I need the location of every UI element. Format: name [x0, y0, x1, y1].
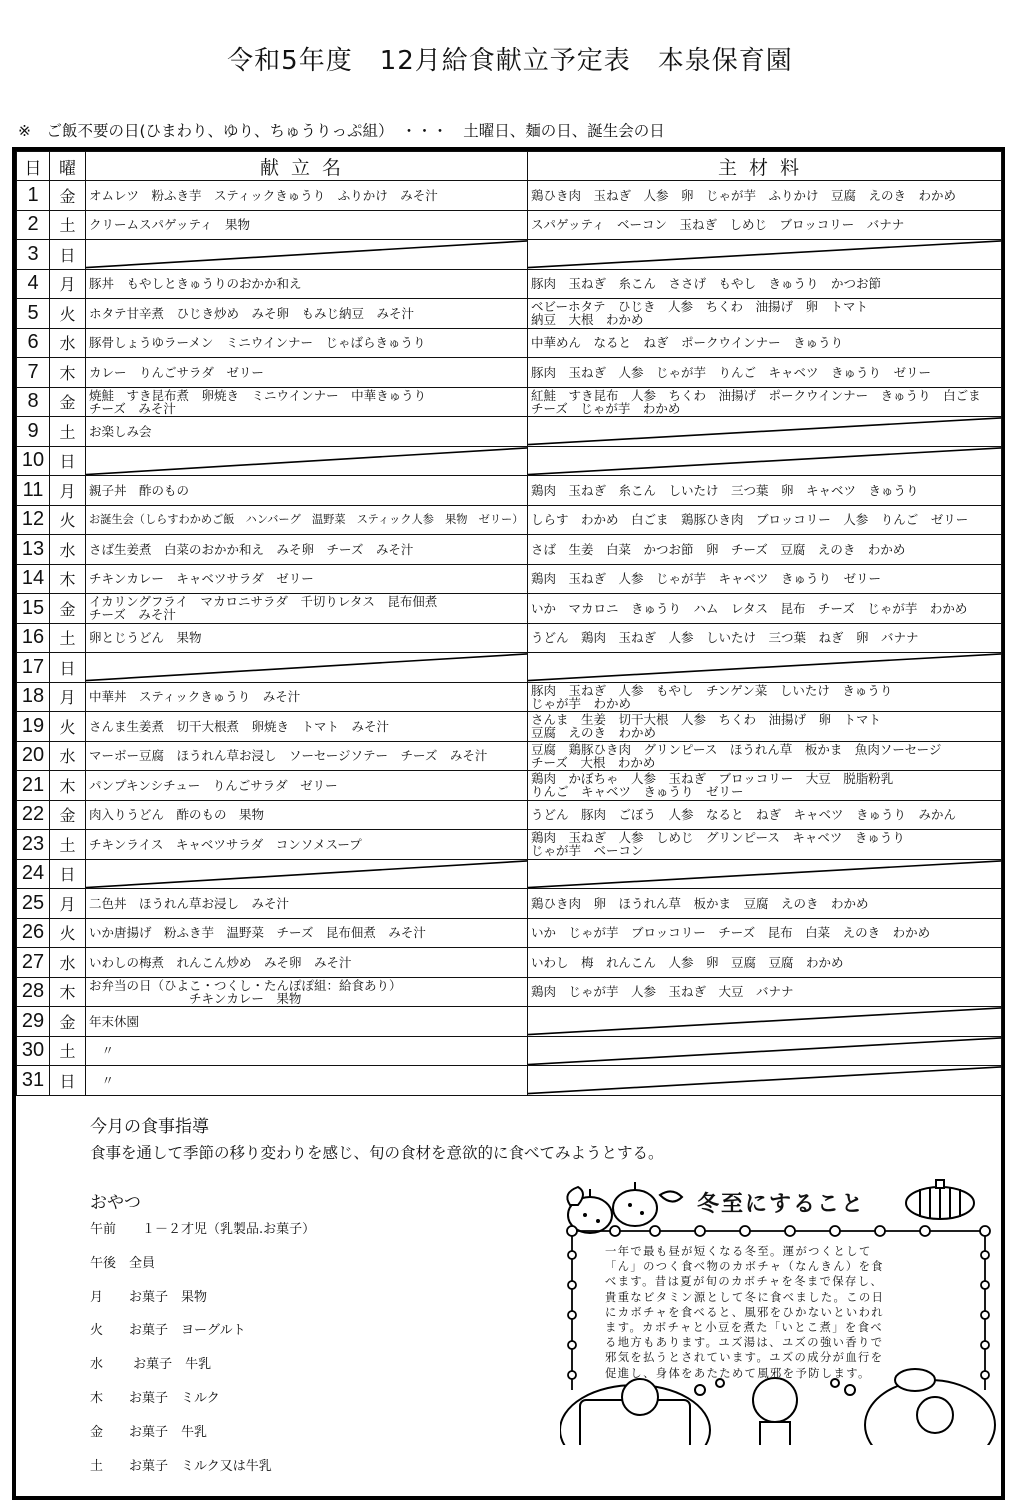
menu-row: [17, 240, 1002, 270]
menu-name: [86, 240, 528, 270]
menu-row: [17, 889, 1002, 919]
day-number: 8: [17, 387, 50, 417]
menu-name: お弁当の日（ひよこ・つくし・たんぽぽ組：給食あり） チキンカレー 果物: [86, 977, 528, 1007]
weekday: 土: [50, 830, 86, 860]
weekday: 日: [50, 1066, 86, 1096]
toji-text-line: べます。昔は夏が旬のカボチャを冬まで保存し、: [605, 1275, 884, 1289]
day-number: 12: [17, 505, 50, 535]
snack-row: 午後 全員: [90, 1255, 156, 1271]
menu-row: [17, 948, 1002, 978]
weekday: 火: [50, 299, 86, 329]
menu-table: [16, 151, 1002, 1096]
menu-row: [17, 210, 1002, 240]
blank-slash: [528, 1066, 1001, 1095]
menu-name: 二色丼 ほうれん草お浸し みそ汁: [86, 889, 528, 919]
day-number: 10: [17, 446, 50, 476]
blank-slash: [528, 417, 1001, 446]
ingredients: [528, 446, 1002, 476]
toji-text: [605, 1244, 961, 1381]
day-number: 25: [17, 889, 50, 919]
weekday: 水: [50, 535, 86, 565]
weekday: 日: [50, 653, 86, 683]
menu-row: [17, 535, 1002, 565]
guidance-text: 食事を通して季節の移り変わりを感じ、旬の食材を意欲的に食べてみようとする。: [90, 1144, 664, 1162]
page-title: 令和5年度 12月給食献立予定表 本泉保育園: [227, 46, 793, 76]
ingredients: スパゲッティ ベーコン 玉ねぎ しめじ ブロッコリー バナナ: [528, 210, 1002, 240]
ingredients: 鶏肉 じゃが芋 人参 玉ねぎ 大豆 バナナ: [528, 977, 1002, 1007]
menu-name: [86, 446, 528, 476]
menu-name: 豚丼 もやしときゅうりのおかか和え: [86, 269, 528, 299]
weekday: 金: [50, 594, 86, 624]
menu-name: お誕生会（しらすわかめご飯 ハンバーグ 温野菜 スティック人参 果物 ゼリー）: [86, 505, 528, 535]
ingredients: [528, 1036, 1002, 1066]
day-number: 23: [17, 830, 50, 860]
toji-title: 冬至にすること: [697, 1192, 866, 1217]
menu-table-body: [17, 181, 1002, 1096]
menu-row: [17, 682, 1002, 712]
snack-row: 水 お菓子 牛乳: [90, 1357, 212, 1373]
day-number: 15: [17, 594, 50, 624]
day-number: 18: [17, 682, 50, 712]
ingredients: [528, 1066, 1002, 1096]
blank-slash: [528, 1007, 1001, 1036]
ingredients: 鶏ひき肉 玉ねぎ 人参 卵 じゃが芋 ふりかけ 豆腐 えのき わかめ: [528, 181, 1002, 211]
menu-row: [17, 387, 1002, 417]
menu-row: [17, 623, 1002, 653]
ingredients: いか マカロニ きゅうり ハム レタス 昆布 チーズ じゃが芋 わかめ: [528, 594, 1002, 624]
weekday: 土: [50, 210, 86, 240]
day-number: 16: [17, 623, 50, 653]
snack-row: 土 お菓子 ミルク又は牛乳: [90, 1458, 272, 1474]
weekday: 水: [50, 741, 86, 771]
menu-row: [17, 269, 1002, 299]
toji-text-line: 貴重なビタミン源として冬に食べました。この日: [605, 1290, 885, 1304]
day-number: 5: [17, 299, 50, 329]
day-number: 2: [17, 210, 50, 240]
weekday: 月: [50, 476, 86, 506]
blank-slash: [528, 860, 1001, 889]
menu-name: いか唐揚げ 粉ふき芋 温野菜 チーズ 昆布佃煮 みそ汁: [86, 918, 528, 948]
ingredients: [528, 1007, 1002, 1037]
ingredients: 中華めん なると ねぎ ポークウインナー きゅうり: [528, 328, 1002, 358]
ingredients: 鶏肉 玉ねぎ 人参 じゃが芋 キャベツ きゅうり ゼリー: [528, 564, 1002, 594]
menu-name: カレー りんごサラダ ゼリー: [86, 358, 528, 388]
weekday: 火: [50, 918, 86, 948]
menu-name: パンプキンシチュー りんごサラダ ゼリー: [86, 771, 528, 801]
blank-slash: [528, 653, 1001, 682]
menu-name: ホタテ甘辛煮 ひじき炒め みそ卵 もみじ納豆 みそ汁: [86, 299, 528, 329]
menu-row: [17, 564, 1002, 594]
weekday: 金: [50, 800, 86, 830]
ingredients: 紅鮭 すき昆布 人参 ちくわ 油揚げ ポークウインナー きゅうり 白ごま チーズ じゃが芋 わかめ: [528, 387, 1002, 417]
blank-slash: [528, 240, 1001, 269]
weekday: 木: [50, 771, 86, 801]
menu-row: [17, 358, 1002, 388]
menu-name: お楽しみ会: [86, 417, 528, 447]
snack-row: 木 お菓子 ミルク: [90, 1391, 220, 1406]
ingredients: 豚肉 玉ねぎ 人参 もやし チンゲン菜 しいたけ きゅうり じゃが芋 わかめ: [528, 682, 1002, 712]
menu-row: [17, 771, 1002, 801]
menu-name: [86, 653, 528, 683]
weekday: 月: [50, 889, 86, 919]
weekday: 月: [50, 682, 86, 712]
menu-row: [17, 1007, 1002, 1037]
ingredients: [528, 859, 1002, 889]
day-number: 11: [17, 476, 50, 506]
toji-text-line: 一年で最も昼が短くなる冬至。運がつくとして: [605, 1245, 872, 1258]
day-number: 9: [17, 417, 50, 447]
day-number: 21: [17, 771, 50, 801]
day-number: 31: [17, 1066, 50, 1096]
ingredients: さんま 生姜 切干大根 人参 ちくわ 油揚げ 卵 トマト 豆腐 えのき わかめ: [528, 712, 1002, 742]
ingredients: 鶏肉 玉ねぎ 人参 しめじ グリンピース キャベツ きゅうり じゃが芋 ベーコン: [528, 830, 1002, 860]
weekday: 金: [50, 387, 86, 417]
weekday: 日: [50, 446, 86, 476]
menu-row: [17, 594, 1002, 624]
yuzu-icon: [567, 1182, 682, 1233]
weekday: 火: [50, 712, 86, 742]
snack-row: 金 お菓子 牛乳: [90, 1424, 208, 1440]
weekday: 木: [50, 977, 86, 1007]
ingredients: うどん 豚肉 ごぼう 人参 なると ねぎ キャベツ きゅうり みかん: [528, 800, 1002, 830]
day-number: 20: [17, 741, 50, 771]
menu-name: チキンカレー キャベツサラダ ゼリー: [86, 564, 528, 594]
header-menu: 献立名: [86, 152, 528, 181]
blank-slash: [528, 1037, 1001, 1066]
rice-not-needed-note: ※ ご飯不要の日(ひまわり、ゆり、ちゅうりっぷ組） ・・・ 土曜日、麺の日、誕生会の日: [18, 122, 665, 140]
weekday: 日: [50, 859, 86, 889]
menu-row: [17, 181, 1002, 211]
menu-row: [17, 505, 1002, 535]
blank-slash: [86, 653, 527, 682]
menu-name: さば生姜煮 白菜のおかか和え みそ卵 チーズ みそ汁: [86, 535, 528, 565]
day-number: 7: [17, 358, 50, 388]
ingredients: いわし 梅 れんこん 人参 卵 豆腐 豆腐 わかめ: [528, 948, 1002, 978]
menu-name: 年末休園: [86, 1007, 528, 1037]
menu-name: チキンライス キャベツサラダ コンソメスープ: [86, 830, 528, 860]
menu-name: [86, 859, 528, 889]
menu-row: [17, 800, 1002, 830]
weekday: 月: [50, 269, 86, 299]
snack-row: 午前 １－２才児（乳製品.お菓子）: [90, 1222, 316, 1237]
day-number: 3: [17, 240, 50, 270]
toji-text-line: 邪気を払うとされています。ユズの成分が血行を: [605, 1351, 884, 1365]
day-number: 6: [17, 328, 50, 358]
weekday: 火: [50, 505, 86, 535]
ingredients: 豚肉 玉ねぎ 人参 じゃが芋 りんご キャベツ きゅうり ゼリー: [528, 358, 1002, 388]
menu-name: 〃: [86, 1066, 528, 1096]
menu-name: マーボー豆腐 ほうれん草お浸し ソーセージソテー チーズ みそ汁: [86, 741, 528, 771]
day-number: 30: [17, 1036, 50, 1066]
toji-text-line: ます。カボチャと小豆を煮た「いとこ煮」を食べ: [605, 1321, 884, 1335]
day-number: 19: [17, 712, 50, 742]
day-number: 1: [17, 181, 50, 211]
menu-row: [17, 918, 1002, 948]
menu-row: [17, 446, 1002, 476]
table-header-row: [17, 152, 1002, 181]
ingredients: しらす わかめ 白ごま 鶏豚ひき肉 ブロッコリー 人参 りんご ゼリー: [528, 505, 1002, 535]
weekday: 水: [50, 948, 86, 978]
ingredients: [528, 653, 1002, 683]
ingredients: 鶏ひき肉 卵 ほうれん草 板かま 豆腐 えのき わかめ: [528, 889, 1002, 919]
header-weekday: 曜: [50, 152, 86, 181]
day-number: 17: [17, 653, 50, 683]
day-number: 29: [17, 1007, 50, 1037]
ingredients: [528, 240, 1002, 270]
ingredients: いか じゃが芋 ブロッコリー チーズ 昆布 白菜 えのき わかめ: [528, 918, 1002, 948]
weekday: 土: [50, 623, 86, 653]
ingredients: さば 生姜 白菜 かつお節 卵 チーズ 豆腐 えのき わかめ: [528, 535, 1002, 565]
toji-text-line: 促進し、身体をあたためて風邪を予防します。: [605, 1366, 871, 1380]
weekday: 金: [50, 1007, 86, 1037]
menu-name: さんま生姜煮 切干大根煮 卵焼き トマト みそ汁: [86, 712, 528, 742]
menu-name: 卵とじうどん 果物: [86, 623, 528, 653]
day-number: 13: [17, 535, 50, 565]
ingredients: 鶏肉 玉ねぎ 糸こん しいたけ 三つ葉 卵 キャベツ きゅうり: [528, 476, 1002, 506]
weekday: 土: [50, 417, 86, 447]
ingredients: ベビーホタテ ひじき 人参 ちくわ 油揚げ 卵 トマト 納豆 大根 わかめ: [528, 299, 1002, 329]
menu-name: 肉入りうどん 酢のもの 果物: [86, 800, 528, 830]
snack-row: 火 お菓子 ヨーグルト: [90, 1323, 246, 1339]
day-number: 26: [17, 918, 50, 948]
toji-text-line: る地方もあります。ユズ湯は、ユズの強い香りで: [605, 1336, 884, 1350]
weekday: 金: [50, 181, 86, 211]
header-ingredients: 主材料: [528, 152, 1002, 181]
pumpkin-icon: [906, 1180, 974, 1219]
menu-name: クリームスパゲッティ 果物: [86, 210, 528, 240]
menu-name: いわしの梅煮 れんこん炒め みそ卵 みそ汁: [86, 948, 528, 978]
menu-name: 焼鮭 すき昆布煮 卵焼き ミニウインナー 中華きゅうり チーズ みそ汁: [86, 387, 528, 417]
menu-name: 豚骨しょうゆラーメン ミニウインナー じゃばらきゅうり: [86, 328, 528, 358]
ingredients: [528, 417, 1002, 447]
blank-slash: [86, 860, 527, 889]
weekday: 水: [50, 328, 86, 358]
menu-row: [17, 830, 1002, 860]
weekday: 日: [50, 240, 86, 270]
menu-name: 中華丼 スティックきゅうり みそ汁: [86, 682, 528, 712]
menu-row: [17, 1066, 1002, 1096]
day-number: 22: [17, 800, 50, 830]
menu-row: [17, 328, 1002, 358]
blank-slash: [86, 447, 527, 476]
day-number: 27: [17, 948, 50, 978]
weekday: 土: [50, 1036, 86, 1066]
menu-row: [17, 1036, 1002, 1066]
toji-text-line: 「ん」のつく食べ物のカボチャ（なんきん）を食: [605, 1260, 884, 1274]
ingredients: うどん 鶏肉 玉ねぎ 人参 しいたけ 三つ葉 ねぎ 卵 バナナ: [528, 623, 1002, 653]
ingredients: 豚肉 玉ねぎ 糸こん ささげ もやし きゅうり かつお節: [528, 269, 1002, 299]
menu-name: オムレツ 粉ふき芋 スティックきゅうり ふりかけ みそ汁: [86, 181, 528, 211]
weekday: 木: [50, 564, 86, 594]
snack-title: おやつ: [90, 1193, 141, 1213]
menu-row: [17, 712, 1002, 742]
blank-slash: [528, 447, 1001, 476]
guidance-title: 今月の食事指導: [90, 1117, 209, 1137]
day-number: 24: [17, 859, 50, 889]
ingredients: 鶏肉 かぼちゃ 人参 玉ねぎ ブロッコリー 大豆 脱脂粉乳 りんご キャベツ きゅうり ゼリー: [528, 771, 1002, 801]
menu-name: 〃: [86, 1036, 528, 1066]
menu-row: [17, 299, 1002, 329]
weekday: 木: [50, 358, 86, 388]
menu-name: 親子丼 酢のもの: [86, 476, 528, 506]
toji-text-line: にカボチャを食べると、風邪をひかないといわれ: [605, 1305, 884, 1319]
menu-row: [17, 741, 1002, 771]
header-day: 日: [17, 152, 50, 181]
menu-row: [17, 977, 1002, 1007]
ingredients: 豆腐 鶏豚ひき肉 グリンピース ほうれん草 板かま 魚肉ソーセージ チーズ 大根 わかめ: [528, 741, 1002, 771]
menu-name: イカリングフライ マカロニサラダ 千切りレタス 昆布佃煮 チーズ みそ汁: [86, 594, 528, 624]
day-number: 4: [17, 269, 50, 299]
menu-row: [17, 859, 1002, 889]
day-number: 28: [17, 977, 50, 1007]
menu-row: [17, 417, 1002, 447]
menu-row: [17, 476, 1002, 506]
menu-row: [17, 653, 1002, 683]
snack-row: 月 お菓子 果物: [90, 1289, 208, 1305]
blank-slash: [86, 240, 527, 269]
day-number: 14: [17, 564, 50, 594]
